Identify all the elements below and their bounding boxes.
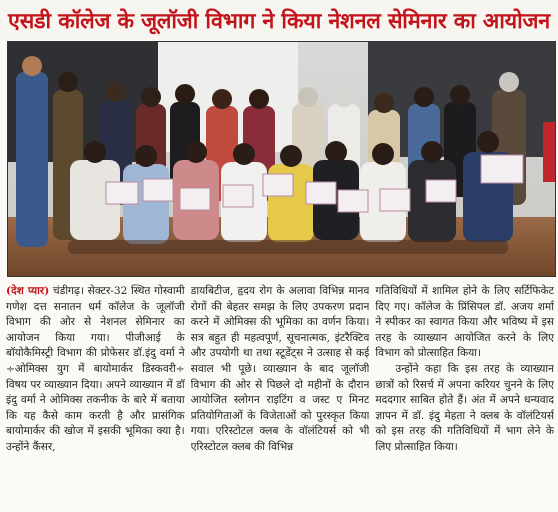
article-column-3 — [375, 284, 554, 512]
article-column-3-paragraph-1: गतिविधियों में शामिल होने के लिए सर्टिफिकेट दिए गए। कॉलेज के प्रिंसिपल डॉ. अजय शर्मा ने स्पीकर का स्वागत किया और भविष्य में इस तरह के व्याख्यान आयोजित करने के लिए विभाग को प्रोत्साहित किया। — [375, 285, 554, 360]
article-column-1 — [6, 284, 185, 512]
headline: एसडी कॉलेज के जूलॉजी विभाग ने किया नेशनल सेमिनार का आयोजन — [0, 0, 558, 40]
article-column-2 — [191, 284, 370, 512]
group-photo — [7, 41, 556, 277]
article-byline: (देश प्यार) — [6, 285, 50, 297]
article-column-3-paragraph-2: उन्होंने कहा कि इस तरह के व्याख्यान छात्रों को रिसर्च में अपना करियर चुनने के लिए मददगार साबित होते हैं। अंत में अपने धन्यवाद ज्ञापन में डॉ. इंदु मेहता ने क्लब के वॉलंटियर्स को इस तरह की गतिविधियों में भाग लेने के लिए प्रोत्साहित किया। — [375, 362, 554, 453]
article-column-2-text: डायबिटीज, हृदय रोग के अलावा विभिन्न मानव रोगों की बेहतर समझ के लिए उपकरण प्रदान करने में ओमिक्स की भूमिका का वर्णन किया। सत्र बहुत ही महत्वपूर्ण, सूचनात्मक, इंटरैक्टिव और उपयोगी था तथा स्टूडेंट्स ने उत्साह से कई सवाल भी पूछे। व्याख्यान के बाद जूलॉजी विभाग की ओर से पिछले दो महीनों के दौरान आयोजित स्लोगन राइटिंग व जस्ट ए मिनट प्रतियोगिताओं के विजेताओं को पुरस्कृत किया गया। एरिस्टोटल क्लब के वॉलंटियर्स को भी एरिस्टोटल क्लब की विभिन्न — [190, 285, 370, 453]
article-body — [6, 284, 554, 512]
article-column-1-text: चंडीगढ़। सेक्टर-32 स्थित गोस्वामी गणेश दत्त सनातन धर्म कॉलेज के जूलॉजी विभाग की ओर से नेशनल सेमिनार का आयोजन किया गया। पीजीआई के बॉयोकैमिस्ट्री विभाग की प्रोफेसर डॉ.इंदु वर्मा ने ÷ओमिक्स युग में बायोमार्कर डिस्कवरी÷ विषय पर व्याख्यान दिया। अपने व्याख्यान में डॉ इंदु वर्मा ने ओमिक्स तकनीक के बारे में बताया कि यह कैसे काम करती है और प्रासंगिक बायोमार्कर की खोज में इसकी भूमिका क्या है। उन्होंने कैंसर, — [6, 285, 185, 453]
group-photo-icon — [8, 42, 556, 277]
